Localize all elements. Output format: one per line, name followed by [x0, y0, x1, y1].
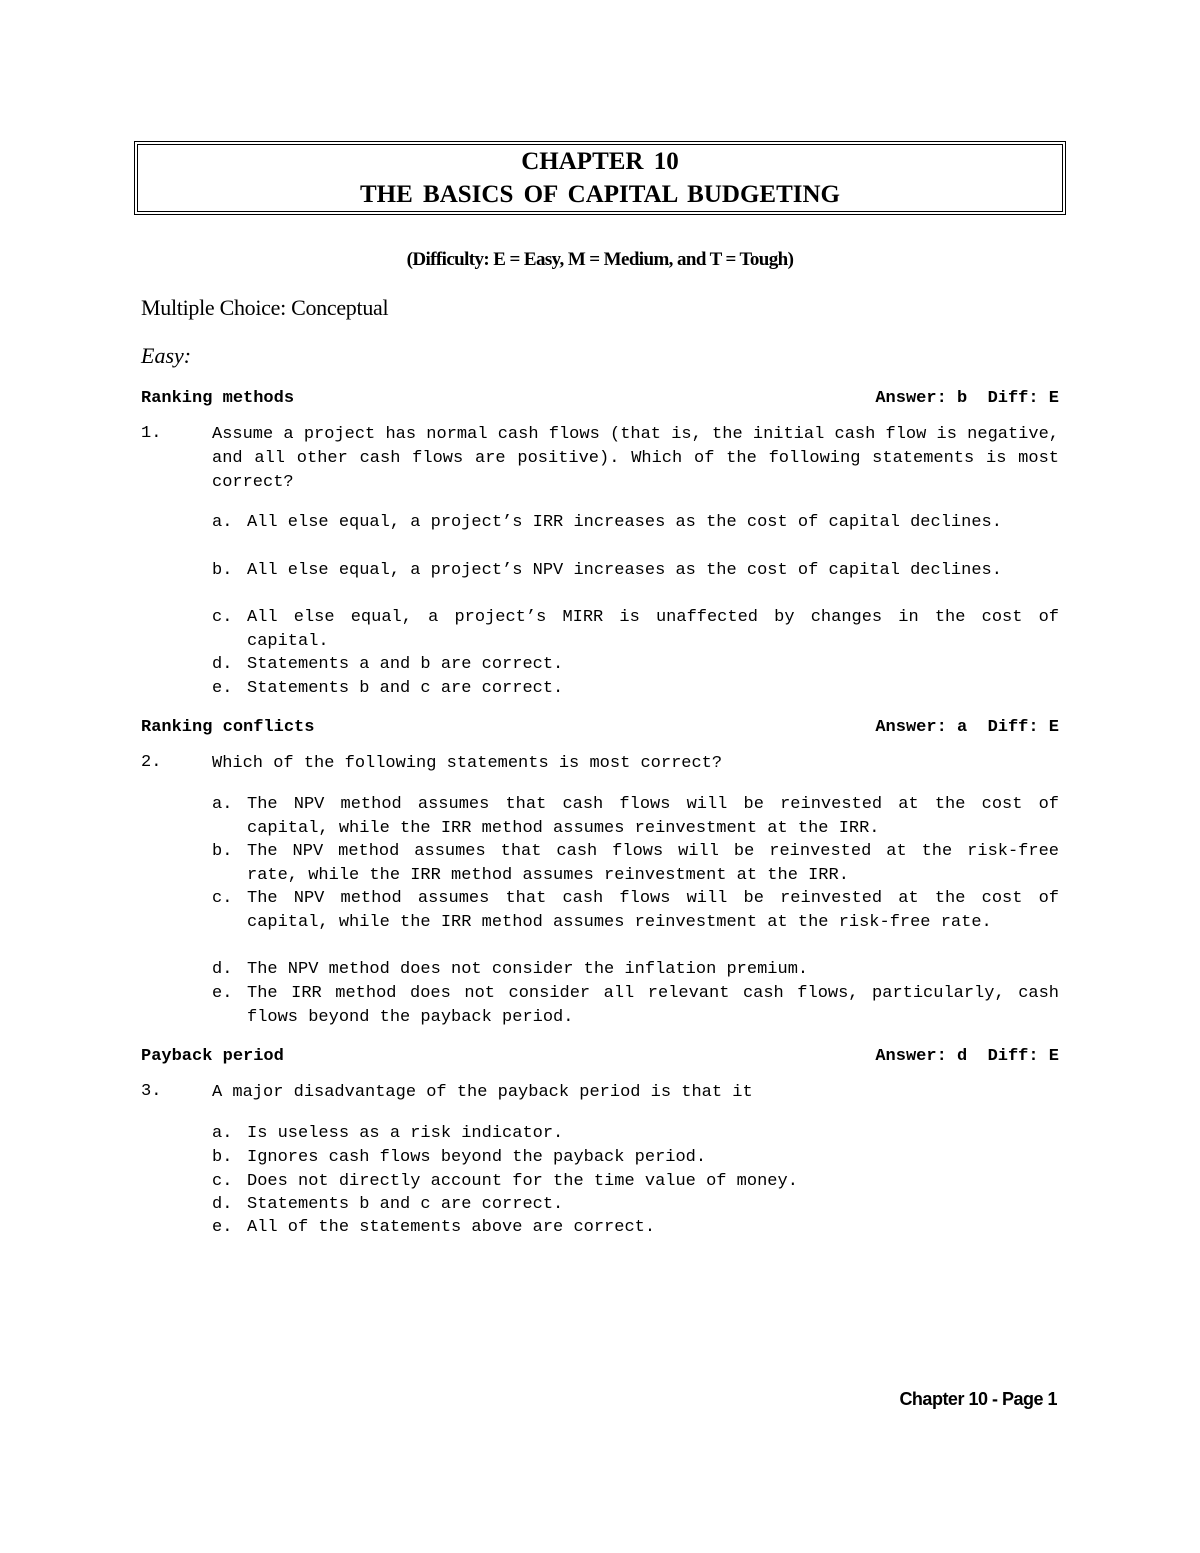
answer-option	[212, 1146, 1059, 1170]
question-number: 3.	[141, 1082, 162, 1101]
answer-option	[212, 511, 1059, 535]
option-letter: a.	[212, 513, 233, 532]
question-text: A major disadvantage of the payback period is that it	[212, 1083, 753, 1102]
question-number: 2.	[141, 753, 162, 772]
answer-option	[212, 606, 1059, 653]
option-text: The NPV method assumes that cash flows will be reinvested at the risk-free rate, while the IRR method assumes reinvestment at the IRR.	[247, 842, 1059, 885]
answer-option	[212, 1193, 1059, 1217]
option-letter: b.	[212, 1148, 233, 1167]
question-answer: Answer: a Diff: E	[875, 718, 1059, 737]
answer-option	[212, 677, 1059, 701]
option-text: Does not directly account for the time value of money.	[247, 1172, 798, 1191]
answer-option	[212, 1170, 1059, 1194]
question-text: Which of the following statements is most correct?	[212, 754, 723, 773]
option-text: The IRR method does not consider all relevant cash flows, particularly, cash flows beyond the payback period.	[247, 984, 1059, 1027]
option-text: The NPV method assumes that cash flows will be reinvested at the cost of capital, while the IRR method assumes reinvestment at the risk-free rate.	[247, 889, 1059, 932]
level-title: Easy:	[141, 343, 192, 368]
option-text: Statements b and c are correct.	[247, 1195, 564, 1214]
option-letter: c.	[212, 1172, 233, 1191]
answer-option	[212, 1122, 1059, 1146]
answer-option	[212, 1216, 1059, 1240]
option-text: The NPV method assumes that cash flows will be reinvested at the cost of capital, while the IRR method assumes reinvestment at the IRR.	[247, 795, 1059, 838]
option-letter: b.	[212, 842, 233, 861]
option-text: All else equal, a project’s IRR increases as the cost of capital declines.	[247, 513, 1002, 532]
option-text: Is useless as a risk indicator.	[247, 1124, 564, 1143]
option-text: All else equal, a project’s NPV increases as the cost of capital declines.	[247, 561, 1002, 580]
question-answer: Answer: d Diff: E	[875, 1047, 1059, 1066]
question-header	[141, 1047, 1059, 1069]
question-number: 1.	[141, 424, 162, 443]
question-header	[141, 718, 1059, 740]
question-text: Assume a project has normal cash flows (that is, the initial cash flow is negative, and all other cash flows are positive). Which of the following statements is most correct?	[212, 425, 1059, 492]
difficulty-note: (Difficulty: E = Easy, M = Medium, and T = Tough)	[406, 249, 794, 270]
option-letter: a.	[212, 795, 233, 814]
option-letter: a.	[212, 1124, 233, 1143]
option-letter: b.	[212, 561, 233, 580]
answer-option	[212, 793, 1059, 840]
page-footer: Chapter 10 - Page 1	[899, 1389, 1057, 1409]
option-text: Statements b and c are correct.	[247, 679, 564, 698]
answer-option	[212, 559, 1059, 583]
option-letter: d.	[212, 960, 233, 979]
option-text: All else equal, a project’s MIRR is unaffected by changes in the cost of capital.	[247, 608, 1059, 651]
chapter-number: CHAPTER 10	[521, 148, 679, 175]
option-letter: e.	[212, 984, 233, 1003]
question-topic: Payback period	[141, 1047, 284, 1066]
option-letter: c.	[212, 608, 233, 627]
answer-option	[212, 887, 1059, 934]
option-letter: e.	[212, 1218, 233, 1237]
option-letter: d.	[212, 655, 233, 674]
option-letter: c.	[212, 889, 233, 908]
chapter-title: THE BASICS OF CAPITAL BUDGETING	[360, 181, 840, 208]
option-letter: e.	[212, 679, 233, 698]
option-text: The NPV method does not consider the inflation premium.	[247, 960, 809, 979]
section-title: Multiple Choice: Conceptual	[141, 295, 389, 320]
option-text: Statements a and b are correct.	[247, 655, 564, 674]
answer-option	[212, 958, 1059, 982]
question-topic: Ranking conflicts	[141, 718, 315, 737]
answer-option	[212, 840, 1059, 887]
answer-option	[212, 982, 1059, 1029]
option-text: Ignores cash flows beyond the payback period.	[247, 1148, 707, 1167]
question-topic: Ranking methods	[141, 389, 295, 408]
question-header	[141, 389, 1059, 411]
answer-option	[212, 653, 1059, 677]
option-text: All of the statements above are correct.	[247, 1218, 656, 1237]
option-letter: d.	[212, 1195, 233, 1214]
question-answer: Answer: b Diff: E	[875, 389, 1059, 408]
